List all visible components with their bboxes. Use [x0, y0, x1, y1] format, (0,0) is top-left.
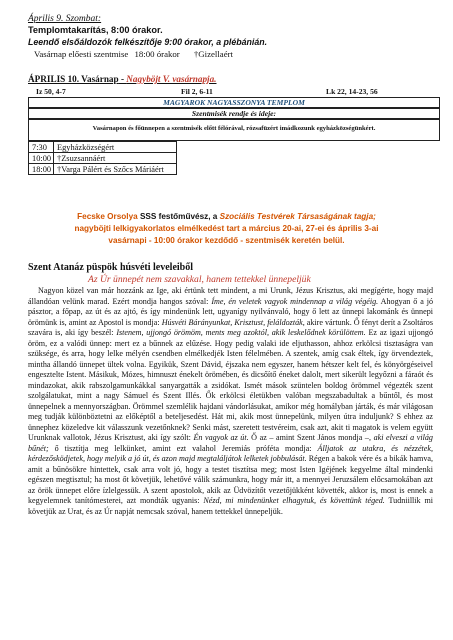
sunday-date-main: ÁPRILIS 10. Vasárnap	[28, 74, 119, 84]
article-text-7: Régen a bakok vére és a bikák hamva, amit a bűnösökre hintettek, csak arra volt jó, hogy a testet tisztítsa meg; most Isten Igéjének kegyelme által mindenki egészen megtisztul; ha most őt követjük, lehetővé válik számunkra, hogy már itt, a mennyei Jeruzsálem előcsarnokában azt az örök ünnepet előre ízlelgessük. A szent apostolok, akik az Üdvözítőt vezetőjükként követték, akkor is, most is ennek a kegyelemnek tanítómesterei, azt mondták ugyanis:	[28, 454, 433, 505]
sunday-date	[28, 74, 216, 84]
mass-intention-3: †Varga Pálért és Szőcs Máriáért	[53, 163, 177, 175]
article-text-2: Ahogyan ő a jó pásztor, a főpap, az út és az ajtó, és így mindenünk lett, ugyanígy nyilvánvaló, hogy ő lett az ünnepi lakománk és ünnepi örömünk is, amint az Apostol is mondja:	[28, 296, 433, 327]
readings-row	[36, 87, 440, 97]
article-quote-3: Istenem, ujjongó örömöm, ments meg azoktól, akik leskelődnek körülöttem.	[116, 328, 366, 337]
article-quote-7: Nézd, mi mindenünket elhagytuk, és követtünk téged.	[203, 496, 385, 505]
reading-first: Iz 50, 4-7	[36, 87, 66, 96]
mass-time-3: 18:00	[28, 163, 54, 175]
saturday-date: Április 9. Szombat:	[28, 14, 102, 24]
article-text-4: Ez az igazi ujjongó öröm, ez a valódi ünnep: mert ez a bűnnek az elűzése. Hogy pedig valaki ide eljuthasson, ahhoz erkölcsi tisztaságra van szüksége, és arra, hogy lelke mélyén csendben elmélkedjék Isten félelmében. A szentek, amíg csak éltek, így örvendeztek, mintha állandó ünnepet ültek volna. Egyikük, Szent Dávid, éjszaka nem egyszer, hanem hétszer kelt fel, és könyörgéseivel engesztelte Istent. Másikuk, Mózes, himnuszt énekelt örömében, és dicsőítő éneket dalolt, mert sikerült legyőzni a fáraót és mindazokat, akik rabszolgamunkákkal sanyargatták a zsidókat. Ismét mások szüntelen boldog örömmel végezték szent szolgálatukat, mint a nagy Sámuel és Szent Illés. Ők erkölcsi életükben valóban megszabadultak a bűntől, és most ünnepelnek a mennyországban. Örömmel szemlélik hajdani vándorlásukat, amikor még homályban járták, és már világosan meg tudják különböztetni az előképtől a beteljesedést. Hát mi, akik most ünnepelünk, milyen útra induljunk? S ehhez az ünnephez közeledve kit válasszunk vezetőnknek? Senki mást, szeretett testvéreim, csak azt, akit ti magatok is velem együtt Urunknak vallotok, Jézus Krisztust, aki így szólt:	[28, 328, 433, 442]
article-text-1: Nagyon közel van már hozzánk az Ige, aki értünk tett mindent, a mi Urunk, Jézus Krisztus, aki megígérte, hogy majd állandóan velünk marad. Ezért mondja hangos szóval:	[28, 286, 433, 306]
reading-gospel: Lk 22, 14-23, 56	[326, 87, 378, 96]
promo-artist-name: Fecske Orsolya	[77, 212, 138, 221]
article-text-3: , akire vártunk. Ő fényt derít a Zsoltáros szavára is, aki így beszél:	[28, 317, 433, 337]
article-quote-4: Én vagyok az út.	[193, 433, 249, 442]
eve-mass-line	[34, 49, 233, 59]
promo-line-2: nagyböjti lelkigyakorlatos elmélkedést tart a március 20-ai, 27-ei és április 3-ai	[74, 224, 379, 233]
article-title: Szent Atanáz püspök húsvéti leveleiből	[28, 262, 194, 273]
promo-line-3: vasárnapi - 10:00 órakor kezdődő - szentmisék keretén belül.	[108, 236, 345, 245]
mass-time-1: 7:30	[28, 141, 54, 153]
article-text-8: Tudniillik mi követjük az Urat, és az Úr napját nemcsak szóval, hanem tettekkel ünnepeljük.	[28, 496, 433, 516]
sunday-feast-name: Nagyböjt V. vasárnapja.	[126, 74, 217, 84]
article-paragraph	[28, 286, 433, 517]
promo-line-1	[20, 212, 433, 221]
mass-time-2: 10:00	[28, 152, 54, 164]
cleaning-notice: Templomtakarítás, 8:00 órakor.	[28, 25, 163, 35]
mass-schedule-title: Szentmisék rendje és ideje:	[28, 108, 440, 119]
church-name: MAGYAROK NAGYASSZONYA TEMPLOM	[28, 97, 440, 108]
eve-mass-intention: †Gizellaért	[193, 49, 233, 59]
article-quote-6: Álljatok az utakra, és nézzétek, kérdezősködjetek, hogy melyik a jó út, és azon majd megtaláljátok lelketek jobbulását.	[28, 443, 433, 463]
article-quote-5: aki elveszi a világ bűnét;	[28, 433, 433, 453]
sunday-date-sep: -	[118, 74, 127, 84]
reading-second: Fil 2, 6-11	[181, 87, 213, 96]
article-subtitle: Az Úr ünnepét nem szavakkal, hanem tettekkel ünnepeljük	[88, 274, 311, 285]
first-communion-notice: Leendő elsőáldozók felkészítője 9:00 órakor, a plébánián.	[28, 37, 268, 47]
article-body	[28, 286, 433, 517]
eve-mass-time: 18:00 órakor	[134, 49, 180, 59]
mass-intention-2: †Zsuzsannáért	[53, 152, 177, 164]
article-quote-1: Íme, én veletek vagyok mindennap a világ végéig.	[211, 296, 379, 306]
promo-artist-title: SSS festőművész, a	[137, 212, 220, 221]
promo-society: Szociális Testvérek Társaságának tagja;	[219, 212, 376, 221]
eve-mass-label: Vasárnap előesti szentmise	[34, 49, 129, 59]
article-text-5: Ő az – amint Szent János mondja –,	[248, 433, 374, 442]
article-quote-2: Húsvéti Bárányunkat, Krisztust, feláldozták	[161, 317, 303, 327]
rosary-note: Vasárnapon és főünnepen a szentmisék előtt félórával, rózsafüzért imádkozunk egyházközségünkért.	[28, 119, 440, 141]
mass-intention-1: Egyházközségért	[53, 141, 177, 153]
article-text-6: ő tisztítja meg lelkünket, amint ezt valahol Jeremiás próféta mondja:	[48, 443, 318, 453]
